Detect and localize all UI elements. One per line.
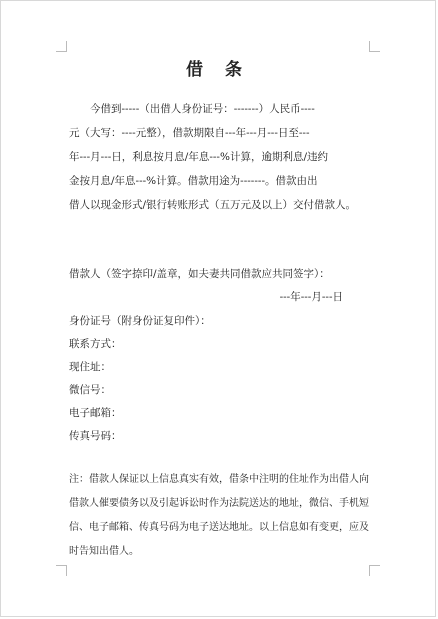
signature-date-line: ---年---月---日 [279, 291, 343, 303]
field-id-number: 身份证号（附身份证复印件）： [69, 315, 211, 327]
note-line: 注：借款人保证以上信息真实有效，借条中注明的住址作为出借人向 [69, 474, 369, 485]
body-line: 年---月---日，利息按月息/年息---%计算，逾期利息/违约 [69, 151, 328, 163]
margin-mark-top-left [56, 41, 67, 52]
field-wechat: 微信号： [69, 384, 111, 396]
note-line: 信、电子邮箱、传真号码为电子送达地址。以上信息如有变更，应及 [69, 522, 369, 533]
body-line: 元（大写：----元整），借款期限自---年---月---日至--- [69, 127, 310, 139]
margin-mark-bottom-left [56, 565, 67, 576]
margin-mark-top-right [369, 41, 380, 52]
field-fax: 传真号码： [69, 430, 122, 442]
field-contact: 联系方式： [69, 338, 122, 350]
body-line: 今借到-----（出借人身份证号：-------）人民币---- [69, 103, 315, 115]
borrower-signature-label: 借款人（签字捺印/盖章，如夫妻共同借款应共同签字）： [69, 268, 330, 280]
note-line: 借款人催要债务以及引起诉讼时作为法院送达的地址，微信、手机短 [69, 498, 369, 509]
body-line: 金按月息/年息---%计算。借款用途为-------。借款由出 [69, 175, 318, 187]
note-line: 时告知出借人。 [69, 546, 139, 557]
document-title: 借 条 [186, 60, 250, 80]
body-line: 借人以现金形式/银行转账形式（五万元及以上）交付借款人。 [69, 199, 357, 211]
field-email: 电子邮箱： [69, 407, 122, 419]
margin-mark-bottom-right [369, 565, 380, 576]
field-address: 现住址： [69, 361, 111, 373]
